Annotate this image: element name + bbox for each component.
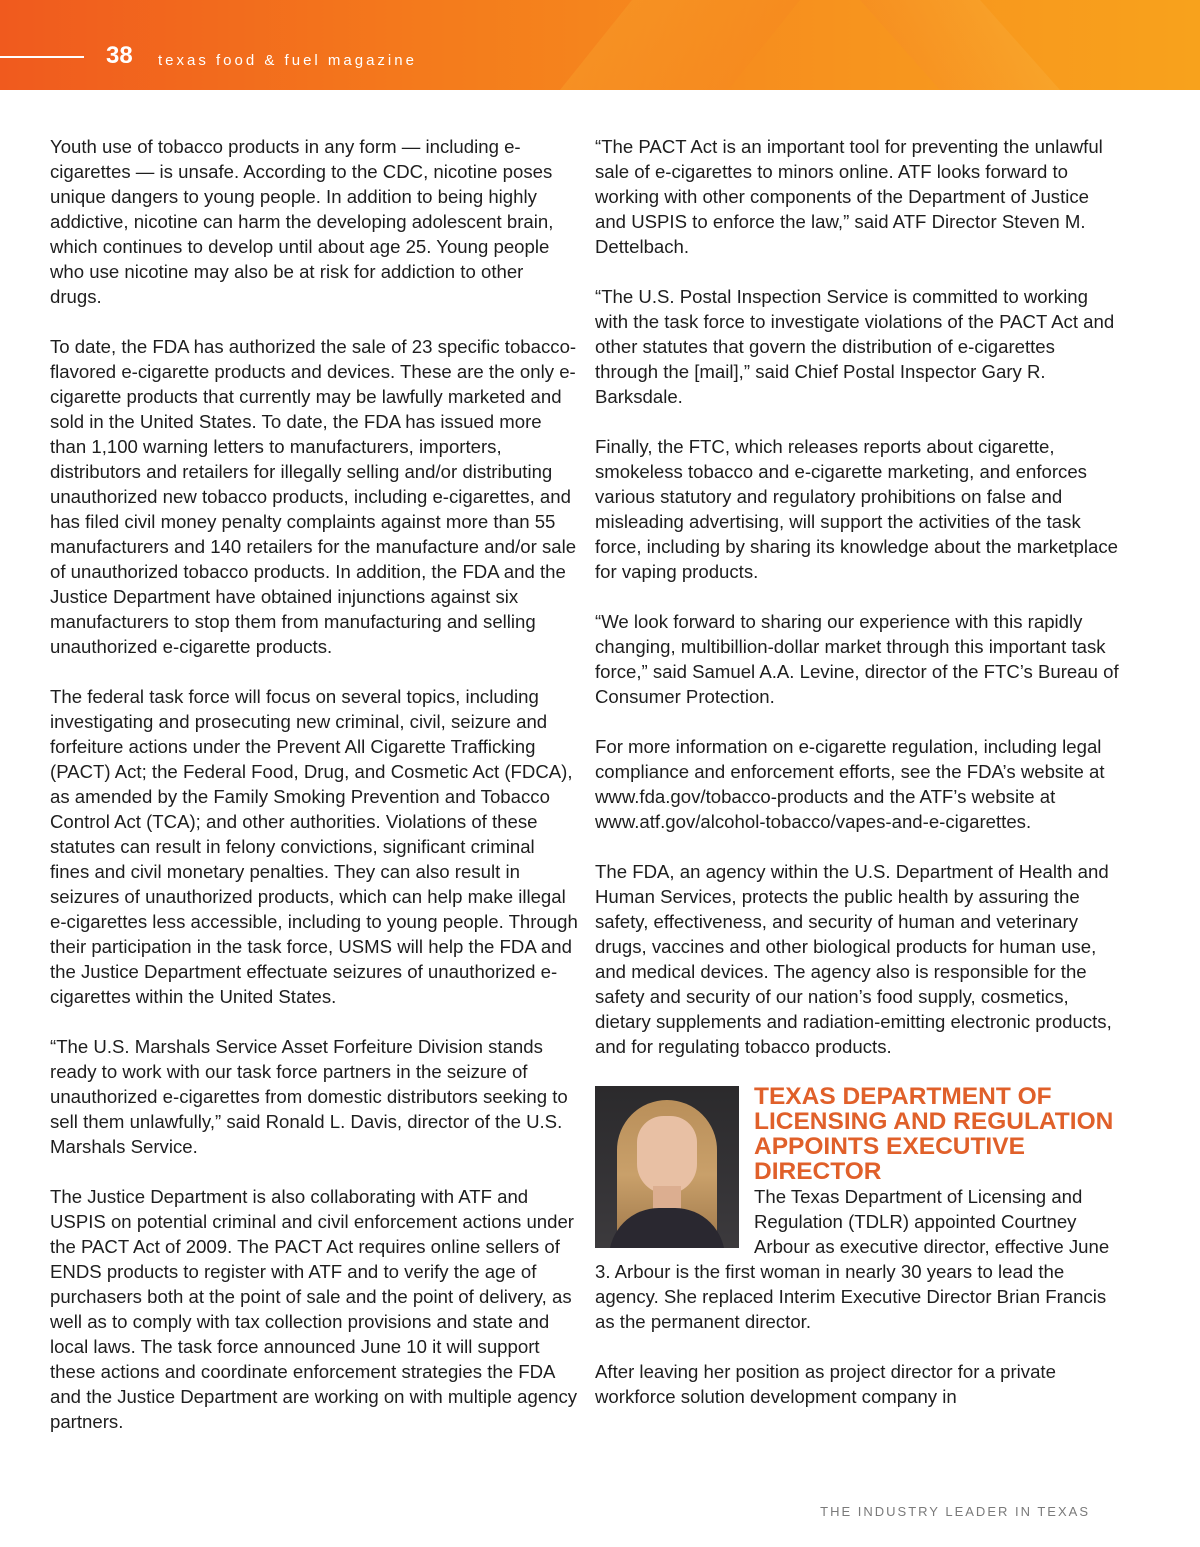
- paragraph: The Justice Department is also collaborating with ATF and USPIS on potential criminal and civil enforcement actions under the PACT Act of 2009. The PACT Act requires online sellers of ENDS products to register with ATF and to verify the age of purchasers both at the point of sale and the point of delivery, as well as to comply with tax collection provisions and state and local laws. The task force announced June 10 it will support these actions and coordinate enforcement strategies the FDA and the Justice Department are working on with multiple agency partners.: [50, 1186, 578, 1432]
- header-decoration: [860, 0, 1060, 90]
- header-decoration: [560, 0, 800, 90]
- photo-face: [637, 1116, 697, 1194]
- magazine-name: texas food & fuel magazine: [158, 52, 417, 69]
- paragraph: “The U.S. Postal Inspection Service is committed to working with the task force to investigate violations of the PACT Act and other statutes that govern the distribution of e-cigarettes through the [mail],” said Chief Postal Inspector Gary R. Barksdale.: [595, 286, 1115, 407]
- feature-headline: TEXAS DEPARTMENT OF LICENSING AND REGULATION APPOINTS EXECUTIVE DIRECTOR: [754, 1083, 1114, 1185]
- page-header: [0, 0, 1200, 90]
- paragraph: The FDA, an agency within the U.S. Department of Health and Human Services, protects the public health by assuring the safety, effectiveness, and security of human and veterinary drugs, vaccines and other biological products for human use, and medical devices. The agency also is responsible for the safety and security of our nation’s food supply, cosmetics, dietary supplements and radiation-emitting electronic products, and for regulating tobacco products.: [595, 861, 1112, 1057]
- right-column: [595, 134, 1123, 1434]
- paragraph: “The U.S. Marshals Service Asset Forfeiture Division stands ready to work with our task force partners in the seizure of unauthorized e-cigarettes from domestic distributors seeking to sell them unlawfully,” said Ronald L. Davis, director of the U.S. Marshals Service.: [50, 1036, 568, 1157]
- portrait-photo: [595, 1086, 739, 1248]
- feature-article: [595, 1084, 1123, 1409]
- paragraph: “The PACT Act is an important tool for preventing the unlawful sale of e-cigarettes to minors online. ATF looks forward to working with other components of the Department of Justice and USPIS to enforce the law,” said ATF Director Steven M. Dettelbach.: [595, 136, 1103, 257]
- paragraph: For more information on e-cigarette regulation, including legal compliance and enforcement efforts, see the FDA’s website at www.fda.gov/tobacco-products and the ATF’s website at www.atf.gov/alcohol-tobacco/vapes-and-e-cigarettes.: [595, 736, 1105, 832]
- paragraph: Youth use of tobacco products in any form — including e-cigarettes — is unsafe. According to the CDC, nicotine poses unique dangers to young people. In addition to being highly addictive, nicotine can harm the developing adolescent brain, which continues to develop until about age 25. Young people who use nicotine may also be at risk for addiction to other drugs.: [50, 136, 554, 307]
- paragraph: To date, the FDA has authorized the sale of 23 specific tobacco-flavored e-cigarette products and devices. These are the only e-cigarette products that currently may be lawfully marketed and sold in the United States. To date, the FDA has issued more than 1,100 warning letters to manufacturers, importers, distributors and retailers for illegally selling and/or distributing unauthorized new tobacco products, including e-cigarettes, and has filed civil money penalty complaints against more than 55 manufacturers and 140 retailers for the manufacture and/or sale of unauthorized tobacco products. In addition, the FDA and the Justice Department have obtained injunctions against six manufacturers to stop them from manufacturing and selling unauthorized e-cigarette products.: [50, 336, 577, 657]
- header-rule: [0, 56, 84, 58]
- paragraph: “We look forward to sharing our experience with this rapidly changing, multibillion-dollar market through this important task force,” said Samuel A.A. Levine, director of the FTC’s Bureau of Consumer Protection.: [595, 611, 1119, 707]
- page-number: 38: [106, 42, 133, 69]
- paragraph: The federal task force will focus on several topics, including investigating and prosecuting new criminal, civil, seizure and forfeiture actions under the Prevent All Cigarette Trafficking (PACT) Act; the Federal Food, Drug, and Cosmetic Act (FDCA), as amended by the Family Smoking Prevention and Tobacco Control Act (TCA); and other authorities. Violations of these statutes can result in felony convictions, significant criminal fines and civil monetary penalties. They can also result in seizures of unauthorized products, which can help make illegal e-cigarettes less accessible, including to young people. Through their participation in the task force, USMS will help the FDA and the Justice Department effectuate seizures of unauthorized e-cigarettes within the United States.: [50, 686, 578, 1007]
- feature-continuation: After leaving her position as project director for a private workforce solution development company in: [595, 1361, 1056, 1407]
- feature-body: The Texas Department of Licensing and Regulation (TDLR) appointed Courtney Arbour as executive director, effective June 3. Arbour is the first woman in nearly 30 years to lead the agency. She replaced Interim Executive Director Brian Francis as the permanent director.: [595, 1186, 1110, 1332]
- paragraph: Finally, the FTC, which releases reports about cigarette, smokeless tobacco and e-cigarette marketing, and enforces various statutory and regulatory prohibitions on false and misleading advertising, will support the activities of the task force, including by sharing its knowledge about the marketplace for vaping products.: [595, 436, 1118, 582]
- left-column: [50, 134, 578, 1459]
- footer-tagline: THE INDUSTRY LEADER IN TEXAS: [820, 1504, 1090, 1519]
